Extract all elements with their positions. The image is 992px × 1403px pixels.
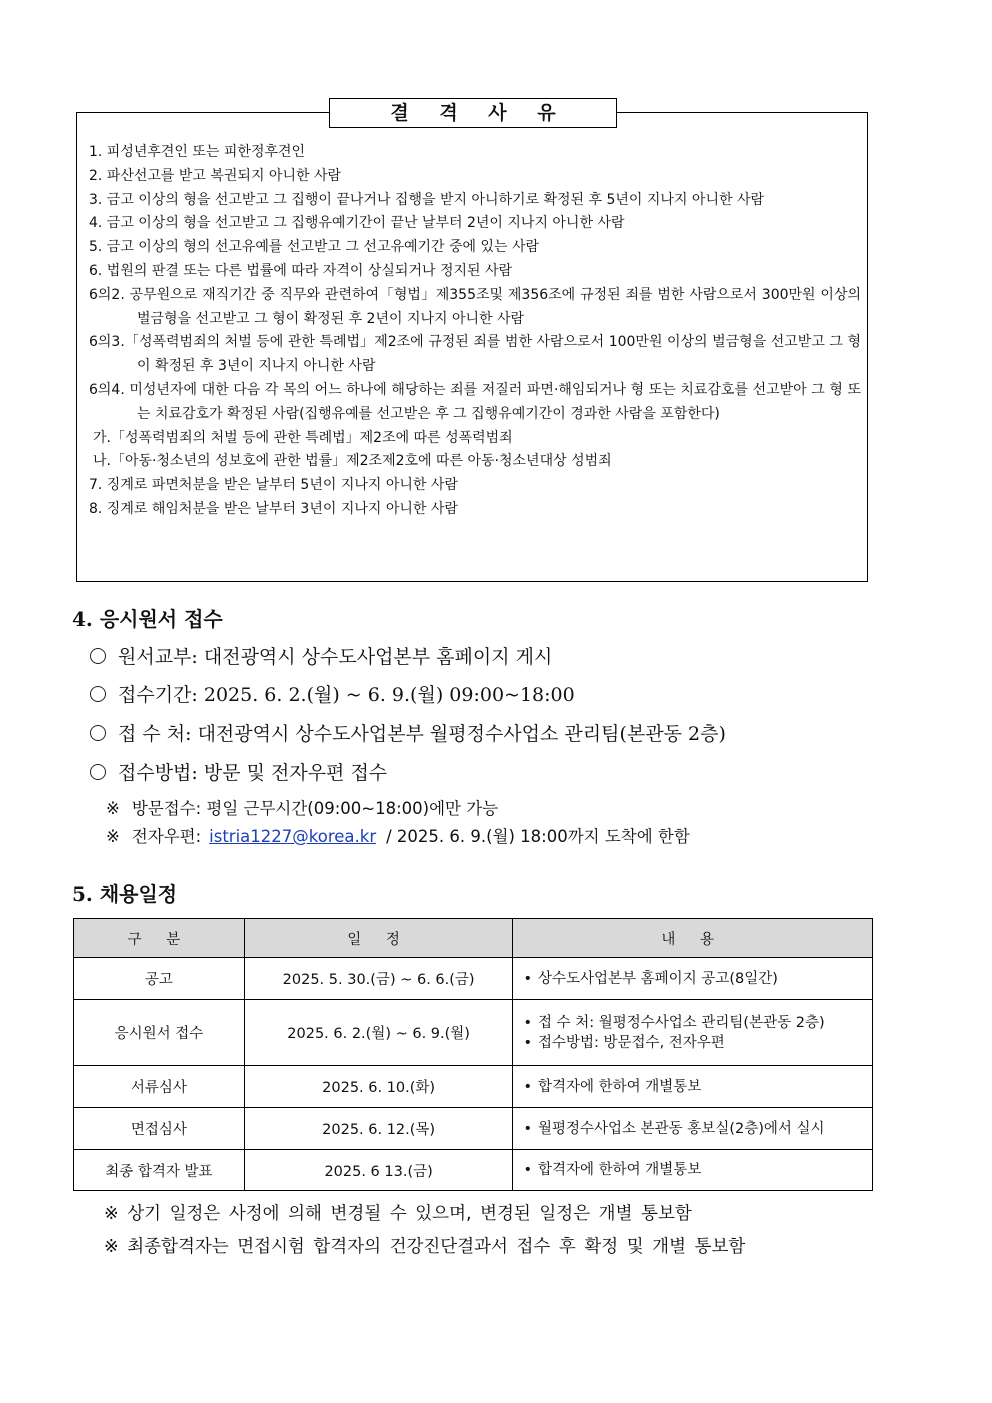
cell-details [513, 1150, 873, 1191]
cell-date: 2025. 6. 10.(화) [244, 1066, 513, 1108]
table-row [74, 1000, 873, 1066]
detail-bullet: • 접 수 처: 월평정수사업소 관리팀(본관동 2층) [523, 1013, 871, 1033]
disqualification-item [89, 379, 861, 427]
disqualification-item [89, 331, 861, 379]
email-deadline: / 2025. 6. 9.(월) 18:00까지 도착에 한함 [386, 827, 690, 846]
item-text: 금고 이상의 형의 선고유예를 선고받고 그 선고유예기간 중에 있는 사람 [102, 239, 540, 256]
table-row [74, 958, 873, 1000]
item-number: 5. [89, 239, 103, 256]
application-line [90, 719, 726, 746]
note-mark: ※ [106, 799, 120, 818]
detail-bullet: • 상수도사업본부 홈페이지 공고(8일간) [523, 969, 871, 989]
detail-bullet: • 합격자에 한하여 개별통보 [523, 1160, 871, 1180]
item-text: 징계로 파면처분을 받은 날부터 5년이 지나지 아니한 사람 [102, 477, 458, 494]
email-link[interactable]: istria1227@korea.kr [209, 827, 377, 846]
column-header-details: 내 용 [513, 919, 873, 958]
cell-date: 2025. 6. 2.(월) ~ 6. 9.(월) [244, 1000, 513, 1066]
item-text: 공무원으로 재직기간 중 직무와 관련하여「형법」제355조및 제356조에 규정된 죄를 범한 사람으로서 300만원 이상의 벌금형을 선고받고 그 형이 확정된 후 2년이 지나지 아니한 사람 [124, 286, 861, 327]
item-number: 6. [89, 262, 103, 279]
circle-bullet-icon [90, 648, 106, 664]
schedule-footnote: ※ 최종합격자는 면접시험 합격자의 건강진단결과서 접수 후 확정 및 개별 통보함 [104, 1237, 746, 1257]
disqualification-item [89, 165, 861, 189]
email-label: 전자우편: [131, 827, 202, 846]
cell-details [513, 1108, 873, 1150]
section-title-application: 4. 응시원서 접수 [72, 607, 223, 631]
disqualification-item [89, 212, 861, 236]
column-header-date: 일 정 [244, 919, 513, 958]
item-text: 「성폭력범죄의 처벌 등에 관한 특례법」제2조에 따른 성폭력범죄 [110, 429, 513, 446]
disqualification-list [89, 141, 861, 522]
item-number: 나. [93, 453, 111, 470]
item-text: 금고 이상의 형을 선고받고 그 집행유예기간이 끝난 날부터 2년이 지나지 아니한 사람 [102, 215, 625, 232]
item-number: 가. [93, 429, 111, 446]
disqualification-subitem [89, 450, 861, 474]
visit-note [106, 795, 498, 819]
disqualification-item [89, 236, 861, 260]
cell-category: 응시원서 접수 [74, 1000, 245, 1066]
cell-category: 서류심사 [74, 1066, 245, 1108]
item-text: 파산선고를 받고 복권되지 아니한 사람 [102, 167, 341, 184]
application-line [90, 680, 575, 707]
item-number: 7. [89, 477, 103, 494]
cell-category: 공고 [74, 958, 245, 1000]
item-number: 8. [89, 500, 103, 517]
disqualification-item [89, 284, 861, 332]
item-number: 4. [89, 215, 103, 232]
item-number: 3. [89, 191, 103, 208]
detail-bullet: • 월평정수사업소 본관동 홍보실(2층)에서 실시 [523, 1119, 871, 1139]
item-text: 금고 이상의 형을 선고받고 그 집행이 끝나거나 집행을 받지 아니하기로 확정된 후 5년이 지나지 아니한 사람 [102, 191, 764, 208]
application-line-text: 접수기간: 2025. 6. 2.(월) ~ 6. 9.(월) 09:00~18:00 [118, 684, 575, 706]
item-number: 1. [89, 144, 103, 160]
cell-date: 2025. 6. 12.(목) [244, 1108, 513, 1150]
item-text: 「성폭력범죄의 처벌 등에 관한 특례법」제2조에 규정된 죄를 범한 사람으로서 100만원 이상의 벌금형을 선고받고 그 형이 확정된 후 3년이 지나지 아니한 사람 [124, 334, 861, 375]
application-line-text: 접 수 처: 대전광역시 상수도사업본부 월평정수사업소 관리팀(본관동 2층) [118, 723, 726, 745]
table-row [74, 1108, 873, 1150]
detail-bullet: • 합격자에 한하여 개별통보 [523, 1077, 871, 1097]
section-title-schedule: 5. 채용일정 [72, 882, 178, 906]
disqualification-title: 결 격 사 유 [329, 98, 617, 128]
application-line-text: 접수방법: 방문 및 전자우편 접수 [118, 762, 388, 784]
application-line-text: 원서교부: 대전광역시 상수도사업본부 홈페이지 게시 [118, 646, 553, 668]
item-text: 피성년후견인 또는 피한정후견인 [102, 144, 306, 160]
email-note [106, 823, 690, 847]
column-header-category: 구 분 [74, 919, 245, 958]
application-line [90, 642, 552, 669]
table-row [74, 1066, 873, 1108]
application-line [90, 758, 387, 785]
cell-date: 2025. 5. 30.(금) ~ 6. 6.(금) [244, 958, 513, 1000]
disqualification-item [89, 498, 861, 522]
item-number: 6의3. [89, 334, 125, 351]
disqualification-item [89, 141, 861, 165]
circle-bullet-icon [90, 686, 106, 702]
detail-bullet: • 접수방법: 방문접수, 전자우편 [523, 1033, 871, 1053]
cell-details [513, 958, 873, 1000]
schedule-footnote: ※ 상기 일정은 사정에 의해 변경될 수 있으며, 변경된 일정은 개별 통보함 [104, 1204, 692, 1224]
table-header-row [74, 919, 873, 958]
item-number: 6의2. [89, 286, 125, 303]
schedule-table [73, 918, 873, 1191]
disqualification-item [89, 474, 861, 498]
disqualification-item [89, 260, 861, 284]
disqualification-subitem [89, 427, 861, 451]
note-mark: ※ [106, 827, 120, 846]
cell-category: 면접심사 [74, 1108, 245, 1150]
item-number: 6의4. [89, 381, 125, 398]
cell-date: 2025. 6 13.(금) [244, 1150, 513, 1191]
item-text: 미성년자에 대한 다음 각 목의 어느 하나에 해당하는 죄를 저질러 파면·해임되거나 형 또는 치료감호를 선고받아 그 형 또는 치료감호가 확정된 사람(집행유예를 선고받은 후 그 집행유예기간이 경과한 사람을 포함한다) [124, 381, 861, 422]
cell-details [513, 1000, 873, 1066]
item-text: 법원의 판결 또는 다른 법률에 따라 자격이 상실되거나 정지된 사람 [102, 262, 513, 279]
cell-details [513, 1066, 873, 1108]
table-row [74, 1150, 873, 1191]
item-number: 2. [89, 167, 103, 184]
cell-category: 최종 합격자 발표 [74, 1150, 245, 1191]
item-text: 징계로 해임처분을 받은 날부터 3년이 지나지 아니한 사람 [102, 500, 458, 517]
item-text: 「아동·청소년의 성보호에 관한 법률」제2조제2호에 따른 아동·청소년대상 성범죄 [110, 453, 612, 470]
disqualification-item [89, 189, 861, 213]
visit-note-text: 방문접수: 평일 근무시간(09:00~18:00)에만 가능 [131, 799, 499, 818]
circle-bullet-icon [90, 725, 106, 741]
circle-bullet-icon [90, 764, 106, 780]
